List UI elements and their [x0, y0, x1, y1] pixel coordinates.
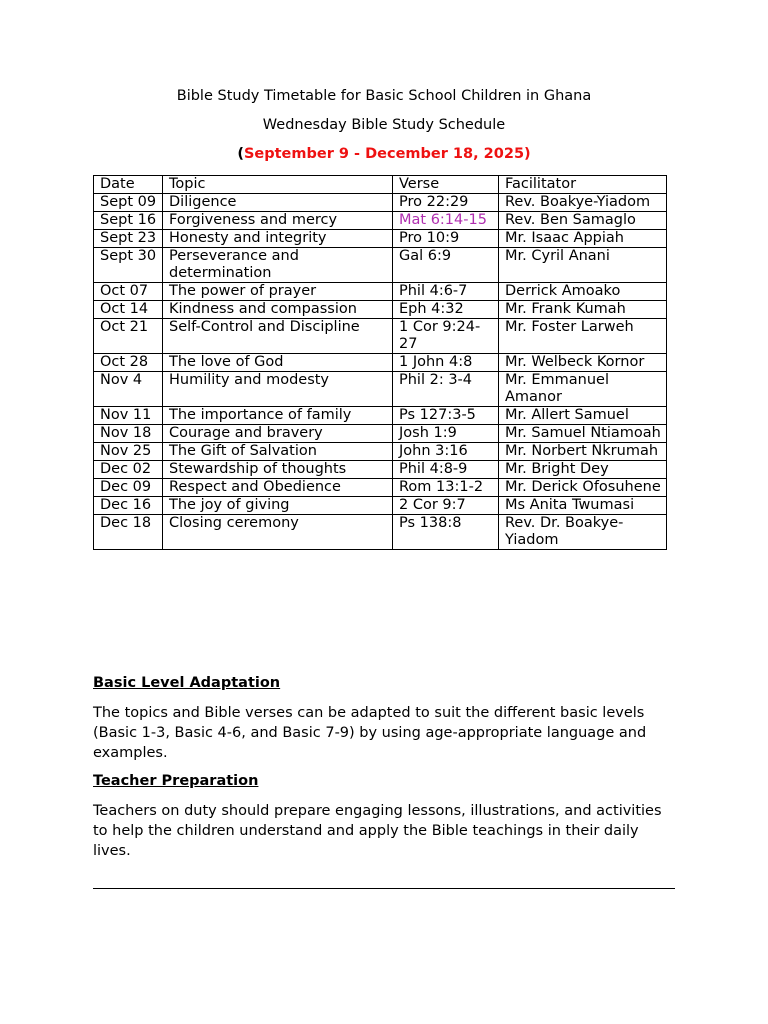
cell-facilitator: Derrick Amoako	[499, 283, 667, 301]
cell-facilitator: Mr. Foster Larweh	[499, 319, 667, 354]
cell-date: Sept 30	[94, 248, 163, 283]
cell-date: Dec 16	[94, 497, 163, 515]
cell-verse: 2 Cor 9:7	[393, 497, 499, 515]
cell-date: Nov 4	[94, 372, 163, 407]
document-subtitle: Wednesday Bible Study Schedule	[262, 117, 506, 133]
cell-facilitator: Ms Anita Twumasi	[499, 497, 667, 515]
cell-verse: 1 Cor 9:24-27	[393, 319, 499, 354]
cell-facilitator: Mr. Norbert Nkrumah	[499, 443, 667, 461]
cell-facilitator: Mr. Cyril Anani	[499, 248, 667, 283]
section-heading-teacher-preparation: Teacher Preparation	[93, 773, 259, 789]
cell-topic: The importance of family	[163, 407, 393, 425]
cell-date: Dec 09	[94, 479, 163, 497]
section-body-teacher-preparation: Teachers on duty should prepare engaging lessons, illustrations, and activities to help the children understand and apply the Bible teachings in their daily lives.	[93, 803, 662, 859]
cell-verse: Ps 127:3-5	[393, 407, 499, 425]
section-body-basic-level-adaptation: The topics and Bible verses can be adapted to suit the different basic levels (Basic 1-3, Basic 4-6, and Basic 7-9) by using age-appropriate language and examples.	[93, 705, 647, 761]
cell-facilitator: Mr. Bright Dey	[499, 461, 667, 479]
cell-facilitator: Mr. Allert Samuel	[499, 407, 667, 425]
cell-topic: The power of prayer	[163, 283, 393, 301]
table-row	[94, 425, 667, 443]
section-heading-basic-level-adaptation: Basic Level Adaptation	[93, 675, 281, 691]
horizontal-divider	[93, 888, 675, 889]
cell-topic: Perseverance and determination	[163, 248, 393, 283]
cell-facilitator: Rev. Dr. Boakye-Yiadom	[499, 515, 667, 550]
cell-topic: Stewardship of thoughts	[163, 461, 393, 479]
cell-date: Nov 25	[94, 443, 163, 461]
cell-facilitator: Mr. Samuel Ntiamoah	[499, 425, 667, 443]
cell-facilitator: Mr. Isaac Appiah	[499, 230, 667, 248]
table-row	[94, 212, 667, 230]
cell-topic: The joy of giving	[163, 497, 393, 515]
cell-date: Nov 11	[94, 407, 163, 425]
table-row	[94, 283, 667, 301]
cell-topic: Closing ceremony	[163, 515, 393, 550]
table-row	[94, 461, 667, 479]
cell-topic: The Gift of Salvation	[163, 443, 393, 461]
cell-facilitator: Mr. Derick Ofosuhene	[499, 479, 667, 497]
column-header-topic: Topic	[163, 176, 393, 194]
date-range: September 9 - December 18, 2025)	[243, 146, 531, 162]
cell-topic: Self-Control and Discipline	[163, 319, 393, 354]
table-row	[94, 354, 667, 372]
table-row	[94, 194, 667, 212]
table-row	[94, 230, 667, 248]
document-title: Bible Study Timetable for Basic School Children in Ghana	[176, 88, 592, 104]
cell-verse: John 3:16	[393, 443, 499, 461]
cell-verse: Rom 13:1-2	[393, 479, 499, 497]
table-row	[94, 319, 667, 354]
cell-topic: Honesty and integrity	[163, 230, 393, 248]
cell-topic: Kindness and compassion	[163, 301, 393, 319]
table-row	[94, 515, 667, 550]
cell-facilitator: Rev. Boakye-Yiadom	[499, 194, 667, 212]
date-range-open-paren: (	[237, 146, 244, 162]
cell-verse: Pro 22:29	[393, 194, 499, 212]
cell-facilitator: Mr. Emmanuel Amanor	[499, 372, 667, 407]
cell-date: Oct 28	[94, 354, 163, 372]
cell-date: Sept 16	[94, 212, 163, 230]
cell-date: Oct 14	[94, 301, 163, 319]
column-header-date: Date	[94, 176, 163, 194]
cell-verse: Pro 10:9	[393, 230, 499, 248]
cell-date: Dec 18	[94, 515, 163, 550]
table-header-row	[94, 176, 667, 194]
cell-facilitator: Mr. Frank Kumah	[499, 301, 667, 319]
cell-verse: Phil 2: 3-4	[393, 372, 499, 407]
table-row	[94, 301, 667, 319]
cell-verse: Eph 4:32	[393, 301, 499, 319]
cell-verse: Phil 4:8-9	[393, 461, 499, 479]
cell-date: Oct 07	[94, 283, 163, 301]
cell-date: Oct 21	[94, 319, 163, 354]
table-row	[94, 407, 667, 425]
cell-verse: 1 John 4:8	[393, 354, 499, 372]
table-row	[94, 443, 667, 461]
cell-verse-link[interactable]: Mat 6:14-15	[393, 212, 499, 230]
column-header-verse: Verse	[393, 176, 499, 194]
cell-date: Sept 23	[94, 230, 163, 248]
table-row	[94, 248, 667, 283]
table-row	[94, 372, 667, 407]
cell-verse: Phil 4:6-7	[393, 283, 499, 301]
cell-verse: Gal 6:9	[393, 248, 499, 283]
date-range-line	[0, 145, 768, 163]
cell-topic: Forgiveness and mercy	[163, 212, 393, 230]
cell-facilitator: Rev. Ben Samaglo	[499, 212, 667, 230]
cell-topic: The love of God	[163, 354, 393, 372]
cell-topic: Courage and bravery	[163, 425, 393, 443]
cell-topic: Respect and Obedience	[163, 479, 393, 497]
cell-date: Sept 09	[94, 194, 163, 212]
cell-verse: Ps 138:8	[393, 515, 499, 550]
table-row	[94, 497, 667, 515]
table-row	[94, 479, 667, 497]
cell-topic: Humility and modesty	[163, 372, 393, 407]
cell-date: Dec 02	[94, 461, 163, 479]
schedule-table	[93, 175, 667, 550]
cell-topic: Diligence	[163, 194, 393, 212]
cell-facilitator: Mr. Welbeck Kornor	[499, 354, 667, 372]
cell-date: Nov 18	[94, 425, 163, 443]
column-header-facilitator: Facilitator	[499, 176, 667, 194]
cell-verse: Josh 1:9	[393, 425, 499, 443]
